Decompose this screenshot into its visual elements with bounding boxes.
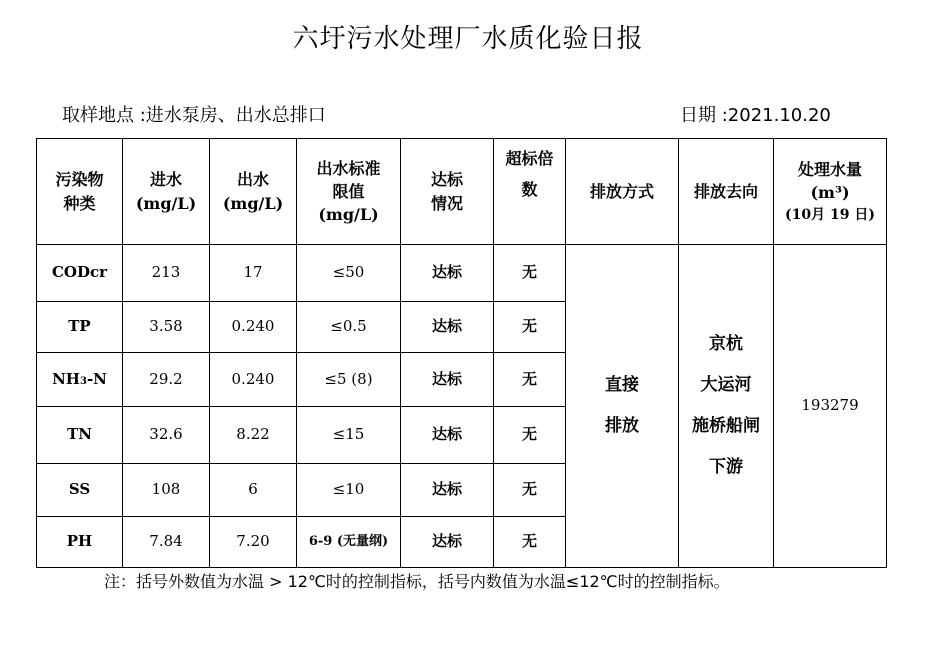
water-quality-table — [36, 138, 887, 568]
header-pollutant: 污染物 种类 — [37, 139, 123, 245]
header-status: 达标 情况 — [401, 139, 494, 245]
volume-value-cell: 193279 — [774, 245, 887, 568]
pollutant-cell: TN — [37, 407, 123, 464]
status-cell: 达标 — [401, 353, 494, 407]
header-inflow: 进水 (mg/L) — [123, 139, 210, 245]
inflow-cell: 7.84 — [123, 517, 210, 568]
pollutant-cell: TP — [37, 302, 123, 353]
inflow-cell: 32.6 — [123, 407, 210, 464]
exceed-cell: 无 — [494, 464, 566, 517]
outflow-cell: 6 — [210, 464, 297, 517]
exceed-cell: 无 — [494, 245, 566, 302]
outflow-cell: 17 — [210, 245, 297, 302]
status-cell: 达标 — [401, 407, 494, 464]
table-row — [37, 245, 887, 302]
pollutant-cell: NH3-N — [37, 353, 123, 407]
exceed-cell: 无 — [494, 302, 566, 353]
header-discharge-method: 排放方式 — [566, 139, 679, 245]
status-cell: 达标 — [401, 464, 494, 517]
discharge-destination-cell: 京杭 大运河 施桥船闸 下游 — [679, 245, 774, 568]
exceed-cell: 无 — [494, 517, 566, 568]
inflow-cell: 29.2 — [123, 353, 210, 407]
inflow-cell: 108 — [123, 464, 210, 517]
standard-cell: ≤5 (8) — [297, 353, 401, 407]
status-cell: 达标 — [401, 302, 494, 353]
header-standard: 出水标准 限值 (mg/L) — [297, 139, 401, 245]
standard-cell: ≤15 — [297, 407, 401, 464]
outflow-cell: 0.240 — [210, 302, 297, 353]
inflow-cell: 213 — [123, 245, 210, 302]
exceed-cell: 无 — [494, 353, 566, 407]
status-cell: 达标 — [401, 517, 494, 568]
header-row — [37, 139, 887, 245]
outflow-cell: 8.22 — [210, 407, 297, 464]
inflow-cell: 3.58 — [123, 302, 210, 353]
pollutant-cell: CODcr — [37, 245, 123, 302]
footnote: 注：括号外数值为水温 > 12℃时的控制指标，括号内数值为水温≤12℃时的控制指标。 — [104, 572, 730, 591]
pollutant-cell: PH — [37, 517, 123, 568]
sampling-point: 取样地点 :进水泵房、出水总排口 — [62, 105, 326, 126]
header-discharge-destination: 排放去向 — [679, 139, 774, 245]
outflow-cell: 7.20 — [210, 517, 297, 568]
exceed-cell: 无 — [494, 407, 566, 464]
report-date: 日期 :2021.10.20 — [680, 105, 831, 126]
standard-cell: 6-9 (无量纲) — [297, 517, 401, 568]
outflow-cell: 0.240 — [210, 353, 297, 407]
standard-cell: ≤10 — [297, 464, 401, 517]
status-cell: 达标 — [401, 245, 494, 302]
pollutant-cell: SS — [37, 464, 123, 517]
discharge-method-cell: 直接 排放 — [566, 245, 679, 568]
standard-cell: ≤0.5 — [297, 302, 401, 353]
header-exceed: 超标倍 数 — [494, 139, 566, 245]
report-title: 六圩污水处理厂水质化验日报 — [292, 24, 644, 54]
header-volume: 处理水量 (m³) (10月 19 日) — [774, 139, 887, 245]
header-outflow: 出水 (mg/L) — [210, 139, 297, 245]
standard-cell: ≤50 — [297, 245, 401, 302]
